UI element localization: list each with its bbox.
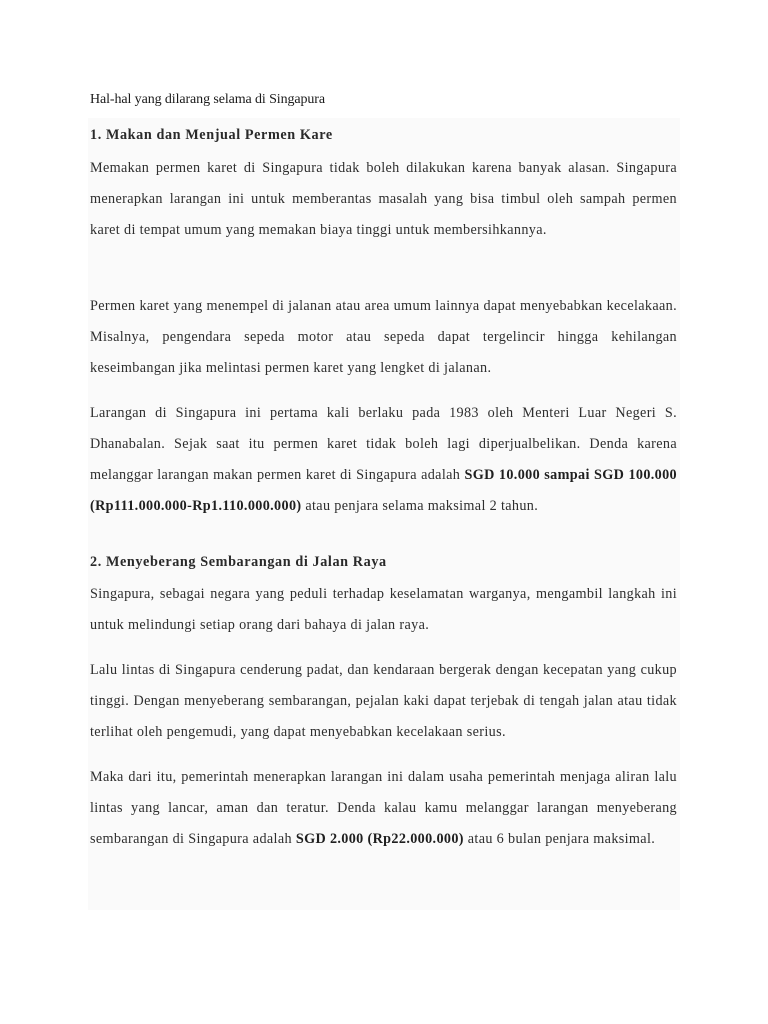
- section-1-paragraph-3: [90, 398, 677, 522]
- section-1-paragraph-2: Permen karet yang menempel di jalanan atau area umum lainnya dapat menyebabkan kecelakaan. Misalnya, pengendara sepeda motor atau sepeda dapat tergelincir hingga kehilangan keseimbangan jika melintasi permen karet yang lengket di jalanan.: [90, 298, 677, 376]
- section-2-paragraph-3: [90, 762, 677, 855]
- paragraph-text: atau penjara selama maksimal 2 tahun.: [301, 498, 539, 514]
- section-2-paragraph-1: Singapura, sebagai negara yang peduli terhadap keselamatan warganya, mengambil langkah ini untuk melindungi setiap orang dari bahaya di jalan raya.: [90, 586, 677, 633]
- section-1-paragraph-1: Memakan permen karet di Singapura tidak boleh dilakukan karena banyak alasan. Singapura menerapkan larangan ini untuk memberantas masalah yang bisa timbul oleh sampah permen karet di tempat umum yang memakan biaya tinggi untuk membersihkannya.: [90, 160, 677, 238]
- fine-amount: SGD 2.000 (Rp22.000.000): [295, 831, 464, 847]
- paragraph-text: atau 6 bulan penjara maksimal.: [463, 831, 656, 847]
- paragraph-text: Larangan di Singapura ini pertama kali berlaku pada 1983 oleh Menteri Luar Negeri S. Dhanabalan. Sejak saat itu permen karet tidak boleh lagi diperjualbelikan. Denda karena melanggar larangan makan permen karet di Singapura adalah: [90, 405, 677, 483]
- paragraph-text: Maka dari itu, pemerintah menerapkan larangan ini dalam usaha pemerintah menjaga aliran lalu lintas yang lancar, aman dan teratur. Denda kalau kamu melanggar larangan menyeberang sembarangan di Singapura adalah: [90, 769, 677, 847]
- section-1-heading: 1. Makan dan Menjual Permen Kare: [90, 127, 333, 143]
- section-2-paragraph-2: Lalu lintas di Singapura cenderung padat, dan kendaraan bergerak dengan kecepatan yang cukup tinggi. Dengan menyeberang sembarangan, pejalan kaki dapat terjebak di tengah jalan atau tidak terlihat oleh pengemudi, yang dapat menyebabkan kecelakaan serius.: [90, 662, 677, 740]
- fine-amount: SGD 10.000 sampai SGD 100.000 (Rp111.000.000-Rp1.110.000.000): [90, 467, 677, 514]
- document-title: Hal-hal yang dilarang selama di Singapura: [90, 92, 325, 107]
- section-2-heading: 2. Menyeberang Sembarangan di Jalan Raya: [90, 554, 387, 570]
